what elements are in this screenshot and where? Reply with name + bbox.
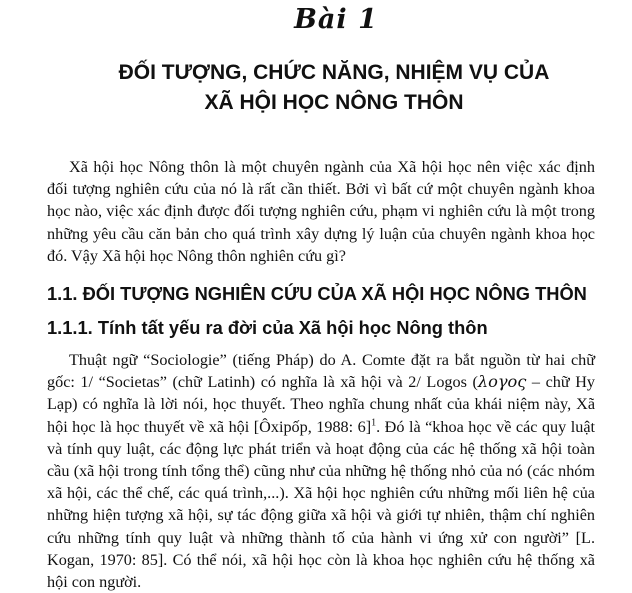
body-text-part-1: Thuật ngữ “Sociologie” (tiếng Pháp) do A. Comte đặt ra bắt nguồn từ hai chữ gốc: 1/ “Societas” (chữ Latinh) có nghĩa là xã hội và 2/ Logos (	[47, 351, 595, 392]
greek-logos-word: λoγoς	[477, 372, 527, 392]
section-heading: 1.1. ĐỐI TƯỢNG NGHIÊN CỨU CỦA XÃ HỘI HỌC NÔNG THÔN	[47, 283, 587, 304]
subsection-heading: 1.1.1. Tính tất yếu ra đời của Xã hội học Nông thôn	[47, 317, 488, 338]
lesson-label: Bài 1	[294, 4, 378, 35]
intro-paragraph	[47, 156, 595, 267]
body-text-part-3: . Đó là “khoa học về các quy luật và tính quy luật, các động lực phát triển và hoạt động của các hệ thống xã hội toàn cầu (xã hội trong tính tổng thể) cũng như của những hệ thống nhỏ của nó (các nhóm xã hội, các thể chế, các quá trình,...). Xã hội học nghiên cứu những mối liên hệ của những hiện tượng xã hội, sự tác động giữa xã hội và giới tự nhiên, thậm chí nghiên cứu những tính quy luật và những thành tố của hành vi ứng xử con người” [L. Kogan, 1970: 85]. Có thể nói, xã hội học còn là khoa học nghiên cứu hệ thống xã hội con người.	[47, 417, 595, 592]
footnote-marker: 1	[371, 417, 377, 429]
chapter-title-line-1: ĐỐI TƯỢNG, CHỨC NĂNG, NHIỆM VỤ CỦA	[118, 61, 550, 84]
body-text-part-2: – chữ Hy Lạp) có nghĩa là lời nói, học thuyết. Theo nghĩa chung nhất của khái niệm này, Xã hội học là học thuyết về xã hội [Ôxipốp, 1988: 6]	[47, 373, 595, 436]
chapter-title-line-2: XÃ HỘI HỌC NÔNG THÔN	[204, 91, 464, 114]
body-paragraph	[47, 349, 595, 593]
intro-paragraph-text: Xã hội học Nông thôn là một chuyên ngành của Xã hội học nên việc xác định đối tượng nghiên cứu của nó là rất cần thiết. Bởi vì bất cứ một chuyên ngành khoa học nào, việc xác định được đối tượng nghiên cứu, phạm vi nghiên cứu là một trong những yêu cầu căn bản cho quá trình xây dựng lý luận của chuyên ngành khoa học đó. Vậy Xã hội học Nông thôn nghiên cứu gì?	[47, 158, 595, 265]
